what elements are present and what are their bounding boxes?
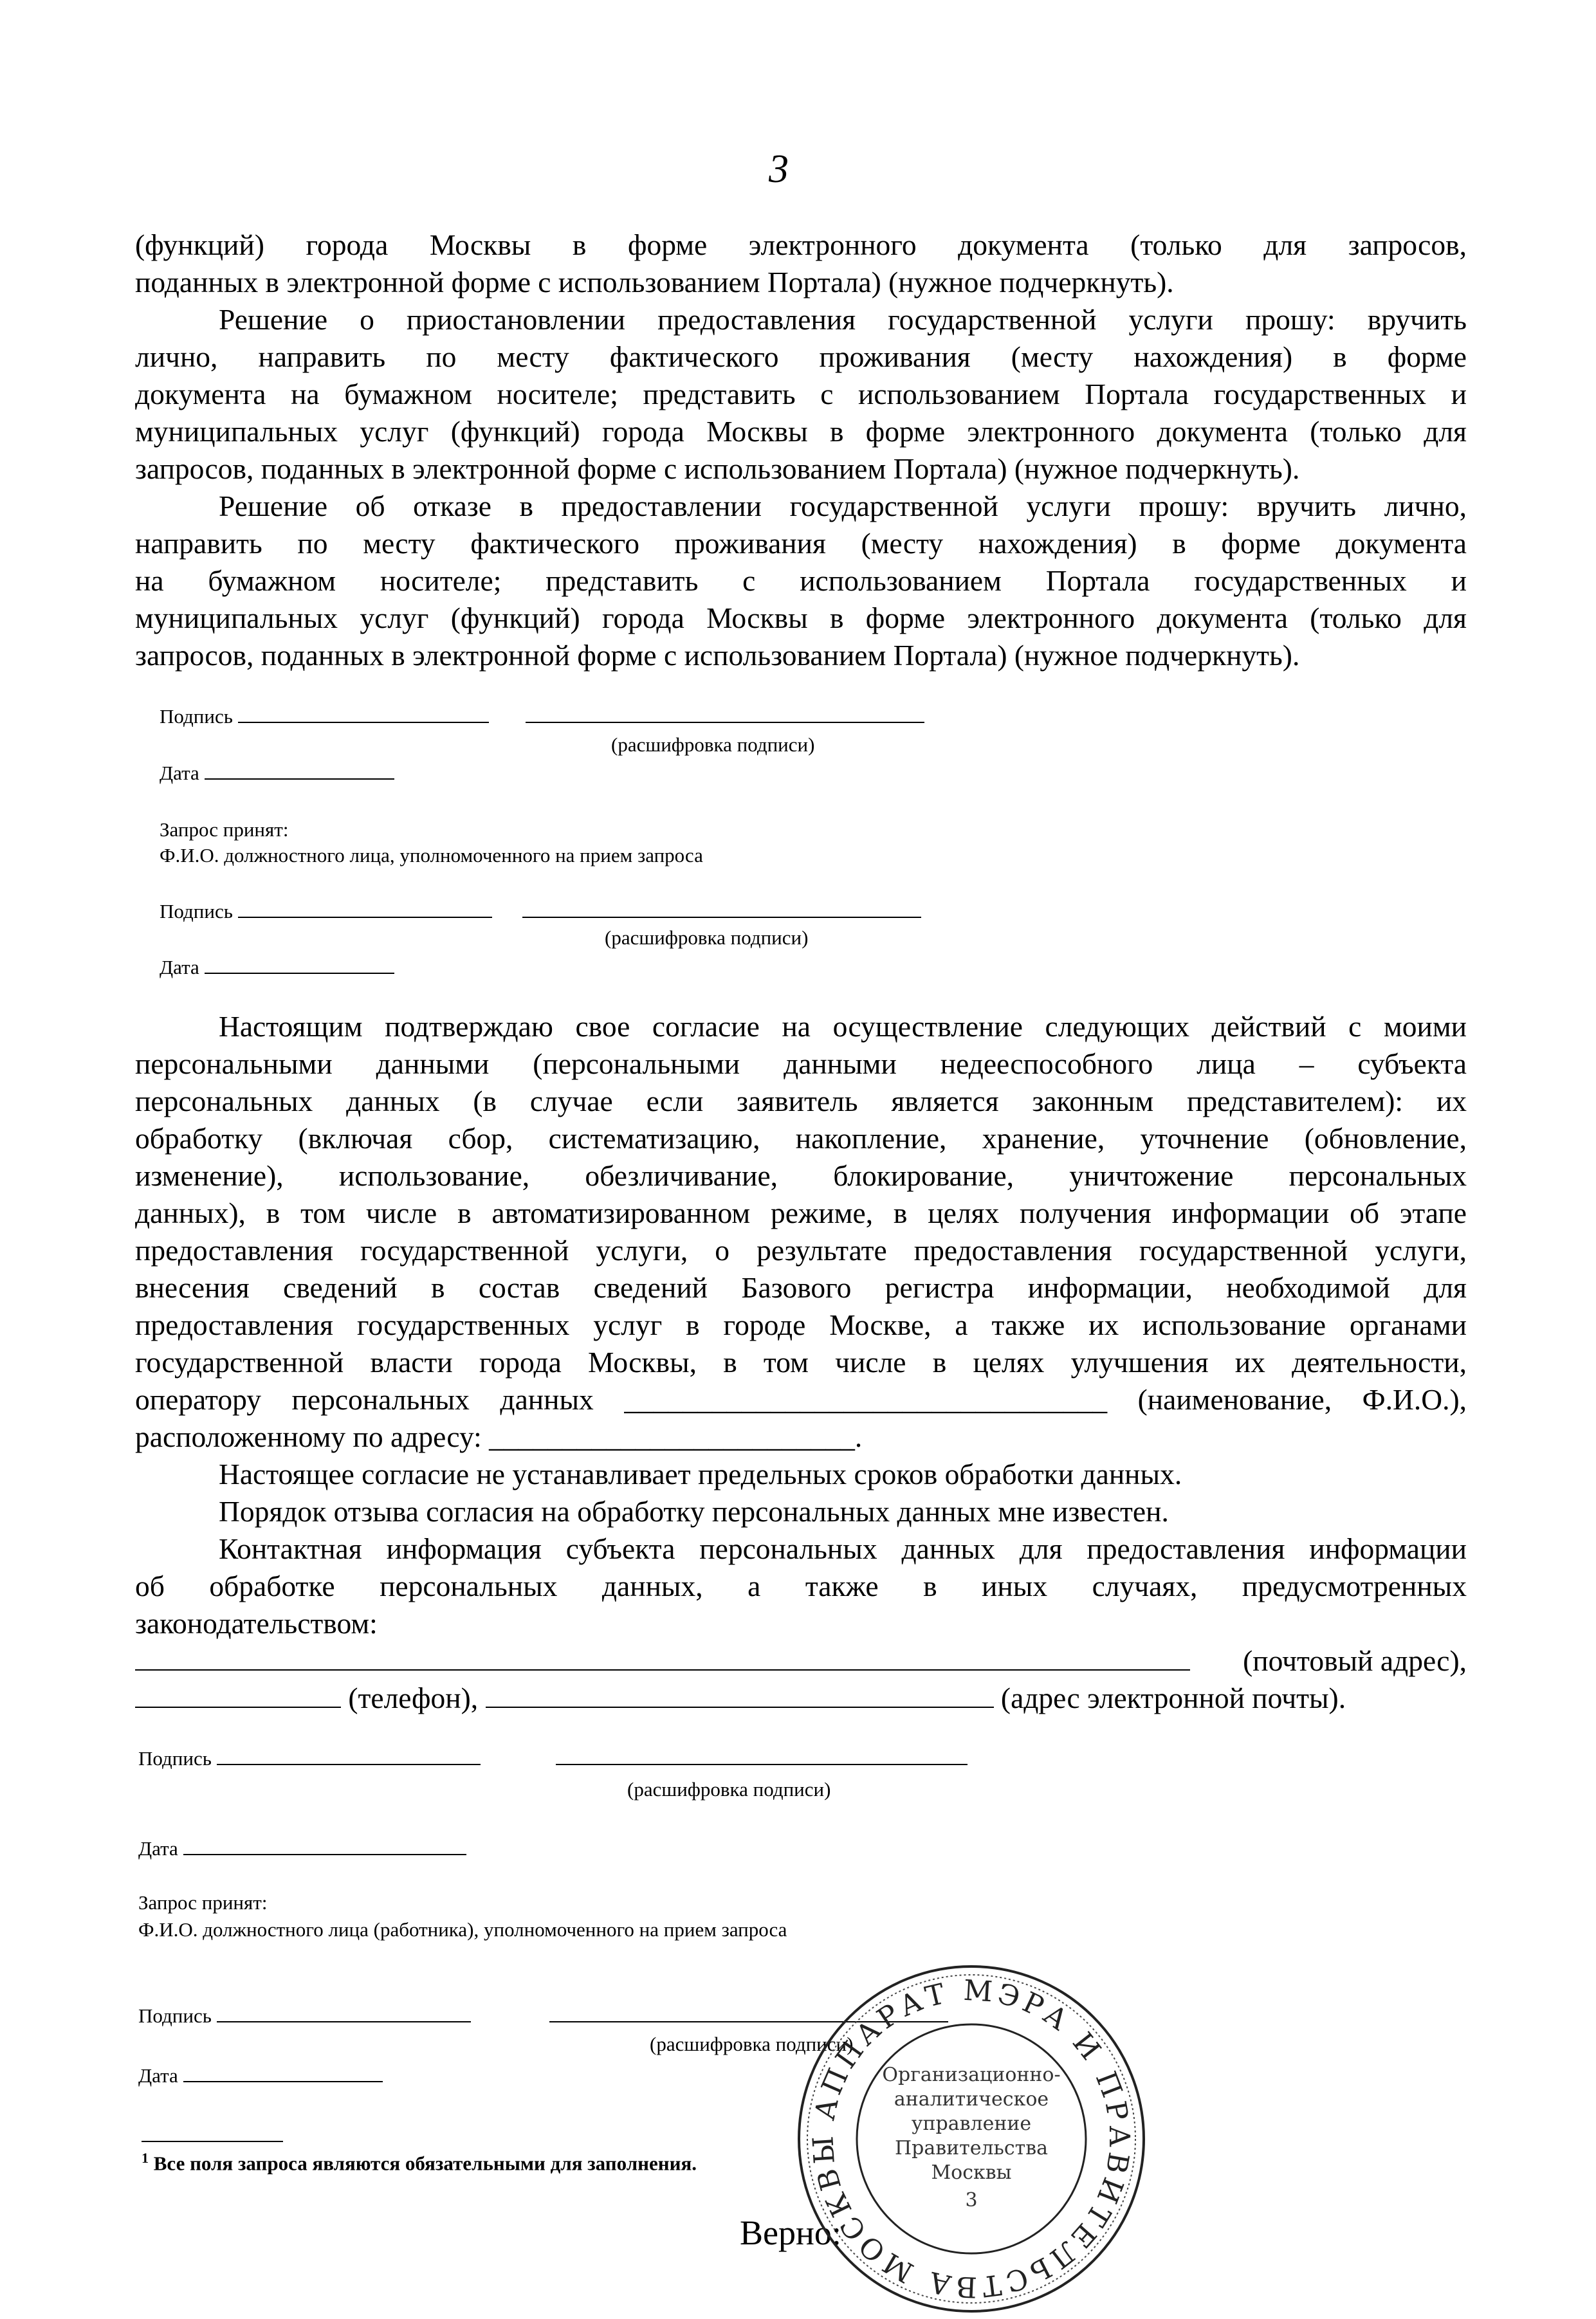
decoding-caption: (расшифровка подписи) [605,926,809,949]
text-line: Решение о приостановлении предоставления государственной услуги прошу: вручить [219,303,1467,336]
date-label: Дата [160,762,199,784]
footnote-mark: 1 [142,2150,149,2166]
decoding-caption: (расшифровка подписи) [650,2033,854,2055]
date-field[interactable] [183,1835,466,1855]
stamp-ring-text: АППАРАТ МЭРА И ПРАВИТЕЛЬСТВА МОСКВЫ [806,1974,1136,2304]
stamp-center-line: Организационно- [882,2064,1061,2086]
text-line: поданных в электронной форме с использованием Портала) (нужное подчеркнуть). [135,266,1174,298]
email-label: (адрес электронной почты). [1000,1682,1346,1714]
paragraph-consent [135,1008,1467,1642]
text-line: законодательством: [135,1607,378,1640]
text-line: изменение), использование, обезличивание, блокирование, уничтожение персональных [135,1159,1467,1192]
text-line: предоставления государственной услуги, о результате предоставления государственной услуги, [135,1234,1467,1267]
text-line: Настоящим подтверждаю свое согласие на осуществление следующих действий с моими [219,1010,1467,1043]
date-field[interactable] [183,2062,383,2082]
signature-label: Подпись [160,900,233,922]
text-line: Настоящее согласие не устанавливает предельных сроков обработки данных. [219,1458,1182,1490]
text-line: оператору персональных данных _________________________________ (наименование, Ф.И.О.), [135,1383,1467,1416]
text-line: расположенному по адресу: _________________________. [135,1420,863,1453]
signature-label: Подпись [160,705,233,728]
phone-field[interactable] [135,1681,341,1708]
signature-row [160,897,921,924]
signature-field[interactable] [217,2002,471,2022]
text-line: внесения сведений в состав сведений Базового регистра информации, необходимой для [135,1271,1467,1304]
date-label: Дата [138,2064,178,2087]
date-label: Дата [138,1837,178,1860]
signature-field[interactable] [238,702,489,723]
phone-label: (телефон), [348,1682,479,1714]
email-field[interactable] [486,1681,994,1708]
text-line: персональных данных (в случае если заявитель является законным представителем): их [135,1085,1467,1117]
signature-label: Подпись [138,2004,212,2027]
stamp-center-line: Правительства [894,2137,1049,2159]
contact-phone-email-row [135,1680,1467,1717]
postal-address-label: (почтовый адрес), [1243,1644,1467,1677]
date-field[interactable] [205,953,394,974]
text-line: документа на бумажном носителе; представить с использованием Портала государственных и [135,378,1467,410]
decoding-caption: (расшифровка подписи) [627,1778,831,1801]
signature-field[interactable] [217,1745,481,1765]
paragraph-suspension-decision [135,301,1467,488]
text-line: обработку (включая сбор, систематизацию, накопление, хранение, уточнение (обновление, [135,1122,1467,1155]
postal-address-field[interactable] [135,1644,1190,1671]
paragraph-refusal-decision [135,488,1467,674]
footnote [142,2150,697,2175]
stamp-center-line: аналитическое [894,2088,1049,2111]
text-line: на бумажном носителе; представить с использованием Портала государственных и [135,564,1467,597]
signature-row [138,1745,968,1772]
official-label: Ф.И.О. должностного лица, уполномоченного на прием запроса [160,844,703,866]
signature-row [160,702,924,729]
text-line: муниципальных услуг (функций) города Москвы в форме электронного документа (только для [135,415,1467,448]
decoding-caption: (расшифровка подписи) [611,733,815,756]
text-line: запросов, поданных в электронной форме с использованием Портала) (нужное подчеркнуть). [135,452,1300,485]
text-line: государственной власти города Москвы, в том числе в целях улучшения их деятельности, [135,1346,1467,1379]
paragraph-delivery-continued [135,226,1467,301]
signature-field[interactable] [238,897,492,918]
text-line: (функций) города Москвы в форме электронного документа (только для запросов, [135,228,1467,261]
stamp-center-line: управление [911,2113,1032,2135]
date-field[interactable] [205,759,394,780]
date-row [160,759,394,786]
date-row [138,2062,383,2089]
text-line: об обработке персональных данных, а также в иных случаях, предусмотренных [135,1570,1467,1602]
text-line: персональными данными (персональными данными недееспособного лица – субъекта [135,1047,1467,1080]
decoding-field[interactable] [526,702,924,723]
stamp-center-line: Москвы [931,2161,1012,2184]
decoding-field[interactable] [556,1745,968,1765]
text-line: предоставления государственных услуг в городе Москве, а также их использование органами [135,1308,1467,1341]
text-line: Порядок отзыва согласия на обработку персональных данных мне известен. [219,1495,1169,1528]
text-line: данных), в том числе в автоматизированном режиме, в целях получения информации об этапе [135,1196,1467,1229]
stamp-number: 3 [965,2189,978,2212]
signature-label: Подпись [138,1747,212,1770]
text-line: Решение об отказе в предоставлении государственной услуги прошу: вручить лично, [219,490,1467,522]
date-row [138,1835,466,1862]
footnote-rule [142,2141,283,2142]
text-line: лично, направить по месту фактического проживания (месту нахождения) в форме [135,340,1467,373]
request-accepted-label: Запрос принят: [138,1891,268,1914]
footnote-text: Все поля запроса являются обязательными для заполнения. [153,2152,697,2175]
text-line: Контактная информация субъекта персональных данных для предоставления информации [219,1532,1467,1565]
official-stamp [791,1959,1151,2319]
date-label: Дата [160,956,199,978]
contact-postal-row [135,1642,1467,1680]
date-row [160,953,394,980]
decoding-field[interactable] [522,897,921,918]
official-label: Ф.И.О. должностного лица (работника), уполномоченного на прием запроса [138,1918,787,1941]
certified-label: Верно: [740,2214,841,2252]
page-number: 3 [769,147,789,191]
text-line: муниципальных услуг (функций) города Москвы в форме электронного документа (только для [135,601,1467,634]
request-accepted-label: Запрос принят: [160,818,289,841]
text-line: направить по месту фактического проживания (месту нахождения) в форме документа [135,527,1467,560]
text-line: запросов, поданных в электронной форме с использованием Портала) (нужное подчеркнуть). [135,639,1300,672]
